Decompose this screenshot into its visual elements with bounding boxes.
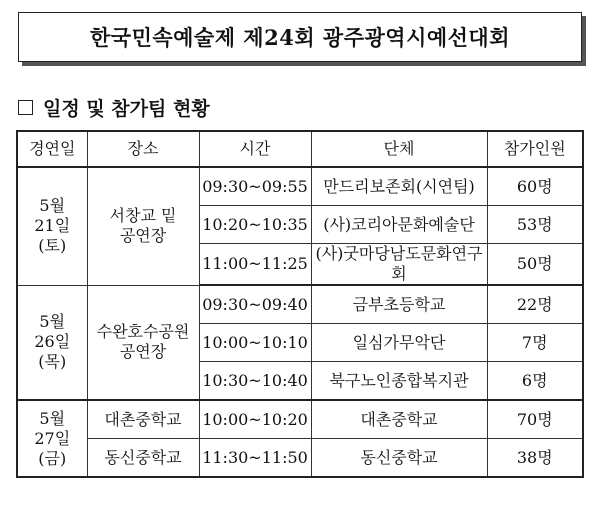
table-row — [17, 400, 583, 439]
time-cell: 09:30~09:55 — [199, 167, 311, 206]
venue-cell: 서창교 밑 공연장 — [87, 167, 199, 285]
team-cell: (사)굿마당남도문화연구회 — [311, 244, 487, 286]
count-cell: 6명 — [487, 362, 583, 401]
time-cell: 10:00~10:20 — [199, 400, 311, 439]
count-cell: 60명 — [487, 167, 583, 206]
count-cell: 50명 — [487, 244, 583, 286]
team-cell: 일심가무악단 — [311, 324, 487, 362]
table-row — [17, 439, 583, 478]
header-date: 경연일 — [17, 131, 87, 167]
date-cell: 5월 27일 (금) — [17, 400, 87, 477]
time-cell: 10:30~10:40 — [199, 362, 311, 401]
table-row — [17, 167, 583, 206]
team-cell: 대촌중학교 — [311, 400, 487, 439]
count-cell: 22명 — [487, 285, 583, 324]
count-cell: 53명 — [487, 206, 583, 244]
page-title: 한국민속예술제 제24회 광주광역시예선대회 — [90, 25, 510, 50]
title-box — [18, 12, 582, 62]
date-cell: 5월 21일 (토) — [17, 167, 87, 285]
venue-cell: 대촌중학교 — [87, 400, 199, 439]
count-cell: 38명 — [487, 439, 583, 478]
time-cell: 10:20~10:35 — [199, 206, 311, 244]
team-cell: 북구노인종합복지관 — [311, 362, 487, 401]
table-header-row — [17, 131, 583, 167]
count-cell: 7명 — [487, 324, 583, 362]
date-cell: 5월 26일 (목) — [17, 285, 87, 400]
time-cell: 09:30~09:40 — [199, 285, 311, 324]
venue-cell: 수완호수공원 공연장 — [87, 285, 199, 400]
header-venue: 장소 — [87, 131, 199, 167]
count-cell: 70명 — [487, 400, 583, 439]
team-cell: (사)코리아문화예술단 — [311, 206, 487, 244]
time-cell: 10:00~10:10 — [199, 324, 311, 362]
square-bullet-icon — [18, 100, 33, 115]
header-time: 시간 — [199, 131, 311, 167]
header-team: 단체 — [311, 131, 487, 167]
section-heading-row — [18, 94, 210, 121]
time-cell: 11:00~11:25 — [199, 244, 311, 286]
table-row — [17, 285, 583, 324]
time-cell: 11:30~11:50 — [199, 439, 311, 478]
team-cell: 금부초등학교 — [311, 285, 487, 324]
venue-cell: 동신중학교 — [87, 439, 199, 478]
schedule-table — [16, 130, 584, 478]
header-count: 참가인원 — [487, 131, 583, 167]
team-cell: 동신중학교 — [311, 439, 487, 478]
team-cell: 만드리보존회(시연팀) — [311, 167, 487, 206]
section-heading: 일정 및 참가팀 현황 — [43, 98, 210, 120]
